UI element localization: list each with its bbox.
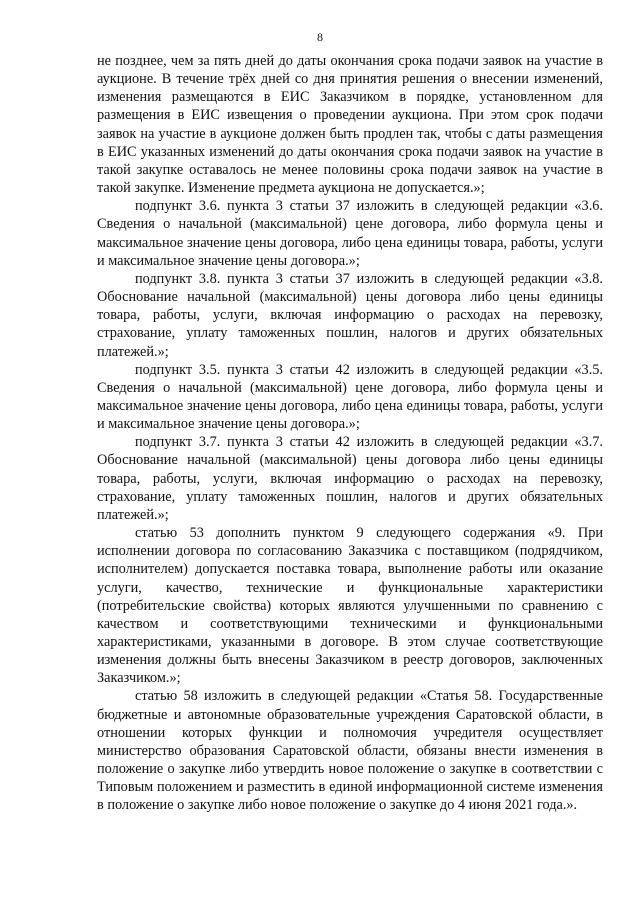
page-number: 8 <box>317 30 323 44</box>
paragraph-continuation: не позднее, чем за пять дней до даты окончания срока подачи заявок на участие в аукционе. В течение трёх дней со дня принятия решения о внесении изменений, изменения размещаются в ЕИС Заказчиком в порядке, установленном для размещения в ЕИС извещения о проведении аукциона. При этом срок подачи заявок на участие в аукционе должен быть продлен так, чтобы с даты размещения в ЕИС указанных изменений до даты окончания срока подачи заявок на участие в такой закупке оставалось не менее половины срока подачи заявок на участие в такой закупке. Изменение предмета аукциона не допускается.»; <box>97 53 603 197</box>
paragraph-amendment-37-3-8: подпункт 3.8. пункта 3 статьи 37 изложить в следующей редакции «3.8. Обоснование начальной (максимальной) цены договора либо цены единицы товара, работы, услуги, включая информацию о расходах на перевозку, страхование, уплату таможенных пошлин, налогов и других обязательных платежей.»; <box>97 270 603 360</box>
paragraph-amendment-58: статью 58 изложить в следующей редакции «Статья 58. Государственные бюджетные и автономные образовательные учреждения Саратовской области, в отношении которых функции и полномочия учредителя осуществляет министерство образования Саратовской области, обязаны внести изменения в положение о закупке либо утвердить новое положение о закупке в соответствии с Типовым положением и разместить в единой информационной системе изменения в положение о закупке либо новое положение о закупке до 4 июня 2021 года.». <box>97 688 603 814</box>
paragraph-amendment-37-3-6: подпункт 3.6. пункта 3 статьи 37 изложить в следующей редакции «3.6. Сведения о начальной (максимальной) цене договора, либо формула цены и максимальное значение цены договора, либо цена единицы товара, работы, услуги и максимальное значение цены договора.»; <box>97 198 603 269</box>
paragraph-amendment-42-3-5: подпункт 3.5. пункта 3 статьи 42 изложить в следующей редакции «3.5. Сведения о начальной (максимальной) цене договора, либо формула цены и максимальное значение цены договора, либо цена единицы товара, работы, услуги и максимальное значение цены договора.»; <box>97 361 603 433</box>
paragraph-amendment-42-3-7: подпункт 3.7. пункта 3 статьи 42 изложить в следующей редакции «3.7. Обоснование начальной (максимальной) цены договора либо цены единицы товара, работы, услуги, включая информацию о расходах на перевозку, страхование, уплату таможенных пошлин, налогов и других обязательных платежей.»; <box>97 434 603 523</box>
document-body <box>97 52 603 815</box>
paragraph-amendment-53-9: статью 53 дополнить пунктом 9 следующего содержания «9. При исполнении договора по согласованию Заказчика с поставщиком (подрядчиком, исполнителем) допускается поставка товара, выполнение работы или оказание услуги, качество, технические и функциональные характеристики (потребительские свойства) которых являются улучшенными по сравнению с качеством и соответствующими техническими и функциональными характеристиками, указанными в договоре. В этом случае соответствующие изменения должны быть внесены Заказчиком в реестр договоров, заключенных Заказчиком.»; <box>97 525 603 687</box>
